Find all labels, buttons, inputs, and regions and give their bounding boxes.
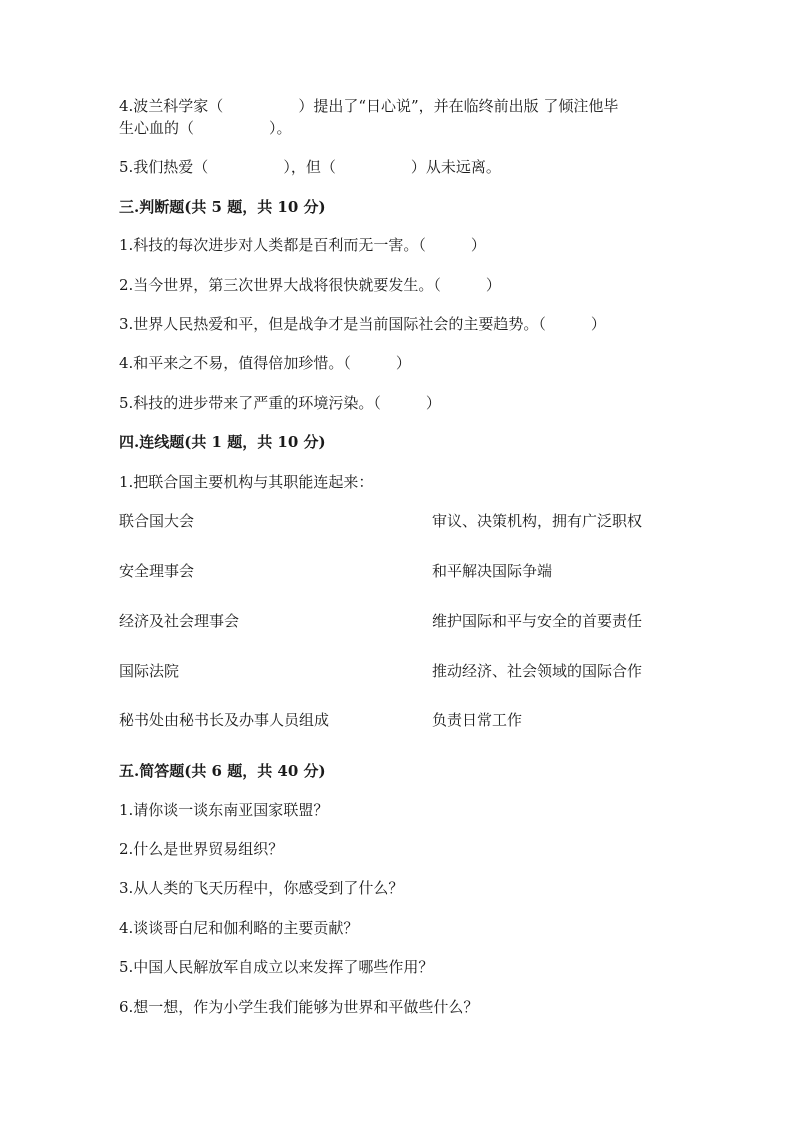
short-answer-item: 1.请你谈一谈东南亚国家联盟？ [119, 801, 329, 819]
matching-left-item: 联合国大会 [119, 512, 195, 530]
judgment-item: 2.当今世界，第三次世界大战将很快就要发生。（ ） [119, 276, 501, 294]
short-answer-item: 2.什么是世界贸易组织？ [119, 840, 284, 858]
judgment-item: 3.世界人民热爱和平，但是战争才是当前国际社会的主要趋势。（ ） [119, 315, 606, 333]
fill-blank-q5: 5.我们热爱（ ），但（ ）从未远离。 [119, 158, 501, 176]
matching-prompt: 1.把联合国主要机构与其职能连起来： [119, 473, 374, 491]
matching-left-item: 国际法院 [119, 662, 180, 680]
judgment-item: 1.科技的每次进步对人类都是百利而无一害。（ ） [119, 236, 486, 254]
judgment-item: 4.和平来之不易，值得倍加珍惜。（ ） [119, 354, 411, 372]
fill-blank-q4-line1: 4.波兰科学家（ ）提出了“日心说”，并在临终前出版 了倾注他毕 [119, 97, 619, 115]
matching-right-item: 负责日常工作 [432, 711, 523, 729]
short-answer-item: 6.想一想，作为小学生我们能够为世界和平做些什么？ [119, 998, 479, 1016]
matching-left-item: 安全理事会 [119, 562, 195, 580]
short-answer-item: 4.谈谈哥白尼和伽利略的主要贡献？ [119, 919, 359, 937]
section-heading-matching: 四.连线题(共 1 题，共 10 分) [119, 433, 326, 451]
matching-right-item: 推动经济、社会领域的国际合作 [432, 662, 643, 680]
matching-right-item: 和平解决国际争端 [432, 562, 553, 580]
matching-right-item: 审议、决策机构，拥有广泛职权 [432, 512, 643, 530]
fill-blank-q4-line2: 生心血的（ ）。 [119, 119, 292, 137]
matching-left-item: 秘书处由秘书长及办事人员组成 [119, 711, 330, 729]
short-answer-item: 3.从人类的飞天历程中，你感受到了什么？ [119, 879, 404, 897]
section-heading-judgment: 三.判断题(共 5 题，共 10 分) [119, 198, 326, 216]
judgment-item: 5.科技的进步带来了严重的环境污染。（ ） [119, 394, 441, 412]
short-answer-item: 5.中国人民解放军自成立以来发挥了哪些作用？ [119, 958, 434, 976]
matching-left-item: 经济及社会理事会 [119, 612, 240, 630]
matching-right-item: 维护国际和平与安全的首要责任 [432, 612, 643, 630]
section-heading-short-answer: 五.简答题(共 6 题，共 40 分) [119, 762, 326, 780]
